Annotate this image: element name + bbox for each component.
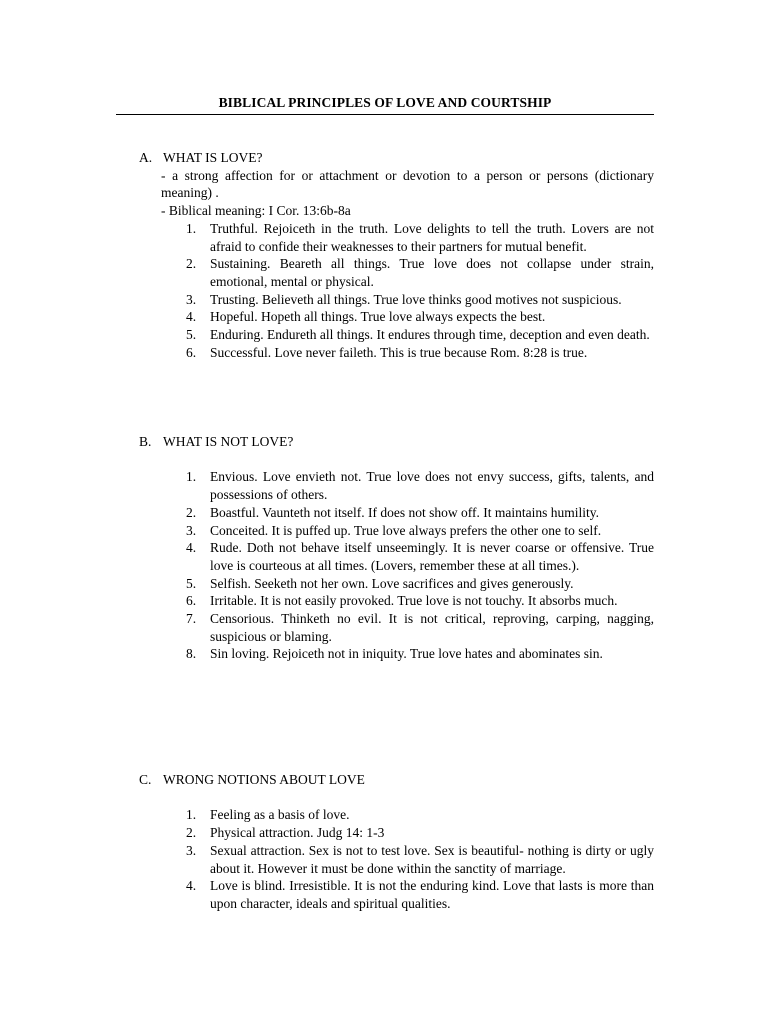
list-item-text: Irritable. It is not easily provoked. True love is not touchy. It absorbs much. xyxy=(210,593,618,609)
list-item-text: Hopeful. Hopeth all things. True love always expects the best. xyxy=(210,309,546,325)
section-heading xyxy=(139,433,654,451)
list-item xyxy=(186,592,654,610)
list-item xyxy=(186,806,654,824)
list-item-number: 1. xyxy=(186,807,197,823)
section-letter: B. xyxy=(139,434,152,449)
list-item xyxy=(186,575,654,593)
list-item-text: Sexual attraction. Sex is not to test love. Sex is beautiful- nothing is dirty or ugly about it. However it must be done within the sanctity of marriage. xyxy=(210,842,654,876)
section-heading-text: WHAT IS NOT LOVE? xyxy=(163,434,294,449)
list-item xyxy=(186,220,654,255)
list-item-number: 4. xyxy=(186,309,197,325)
list-item xyxy=(186,645,654,663)
list-item-number: 2. xyxy=(186,504,197,520)
not-love-list xyxy=(186,468,654,663)
list-item-number: 5. xyxy=(186,327,197,343)
list-item xyxy=(186,326,654,344)
section-what-is-not-love xyxy=(139,433,654,663)
list-item-number: 2. xyxy=(186,256,197,272)
list-item xyxy=(186,610,654,645)
spacer xyxy=(139,451,654,469)
biblical-meaning: - Biblical meaning: I Cor. 13:6b-8a xyxy=(161,203,351,219)
dictionary-definition: - a strong affection for or attachment or devotion to a person or persons (dictionary meaning) . xyxy=(161,167,654,201)
list-item-text: Sin loving. Rejoiceth not in iniquity. True love hates and abominates sin. xyxy=(210,646,603,662)
section-letter: A. xyxy=(139,150,153,165)
list-item-number: 4. xyxy=(186,878,197,894)
love-qualities-list xyxy=(186,220,654,362)
list-item xyxy=(186,877,654,912)
list-item-text: Censorious. Thinketh no evil. It is not critical, reproving, carping, nagging, suspicious or blaming. xyxy=(210,611,654,644)
list-item-number: 7. xyxy=(186,611,197,627)
list-item-number: 6. xyxy=(186,344,197,360)
section-heading-text: WHAT IS LOVE? xyxy=(163,150,263,165)
section-heading-text: WRONG NOTIONS ABOUT LOVE xyxy=(163,772,365,787)
list-item-text: Trusting. Believeth all things. True love thinks good motives not suspicious. xyxy=(210,291,622,307)
list-item-number: 8. xyxy=(186,646,197,662)
list-item-number: 1. xyxy=(186,469,197,485)
list-item-text: Conceited. It is puffed up. True love always prefers the other one to self. xyxy=(210,522,602,538)
list-item-text: Rude. Doth not behave itself unseemingly. It is never coarse or offensive. True love is courteous at all times. (Lovers, remember these at all times.). xyxy=(210,540,654,573)
list-item-number: 3. xyxy=(186,522,197,538)
list-item-number: 2. xyxy=(186,825,197,841)
list-item xyxy=(186,291,654,309)
list-item xyxy=(186,344,654,362)
list-item-number: 1. xyxy=(186,220,197,236)
list-item xyxy=(186,842,654,877)
title-underline xyxy=(116,114,654,115)
list-item-number: 4. xyxy=(186,540,197,556)
list-item-text: Physical attraction. Judg 14: 1-3 xyxy=(210,825,385,841)
document-title: BIBLICAL PRINCIPLES OF LOVE AND COURTSHIP xyxy=(218,95,552,110)
list-item-text: Successful. Love never faileth. This is true because Rom. 8:28 is true. xyxy=(210,344,588,360)
wrong-notions-list xyxy=(186,806,654,912)
list-item xyxy=(186,468,654,503)
list-item xyxy=(186,308,654,326)
list-item-text: Envious. Love envieth not. True love does not envy success, gifts, talents, and possessions of others. xyxy=(210,469,654,503)
list-item-text: Selfish. Seeketh not her own. Love sacrifices and gives generously. xyxy=(210,575,574,591)
list-item xyxy=(186,539,654,574)
section-heading xyxy=(139,149,654,167)
list-item-number: 6. xyxy=(186,593,197,609)
list-item xyxy=(186,255,654,290)
list-item-number: 3. xyxy=(186,842,197,858)
section-what-is-love xyxy=(139,149,654,361)
list-item-text: Love is blind. Irresistible. It is not the enduring kind. Love that lasts is more than upon character, ideals and spiritual qualities. xyxy=(210,878,654,911)
list-item-text: Truthful. Rejoiceth in the truth. Love delights to tell the truth. Lovers are not afraid to confide their weaknesses to their partners for mutual benefit. xyxy=(210,220,654,254)
list-item-number: 5. xyxy=(186,575,197,591)
list-item-text: Sustaining. Beareth all things. True love does not collapse under strain, emotional, mental or physical. xyxy=(210,256,654,289)
section-letter: C. xyxy=(139,772,152,787)
list-item xyxy=(186,824,654,842)
list-item-text: Boastful. Vaunteth not itself. If does not show off. It maintains humility. xyxy=(210,504,599,520)
list-item-text: Feeling as a basis of love. xyxy=(210,807,350,823)
section-wrong-notions xyxy=(139,771,654,913)
list-item xyxy=(186,522,654,540)
list-item xyxy=(186,504,654,522)
section-heading xyxy=(139,771,654,789)
list-item-text: Enduring. Endureth all things. It endures through time, deception and even death. xyxy=(210,327,650,343)
spacer xyxy=(139,789,654,807)
list-item-number: 3. xyxy=(186,291,197,307)
